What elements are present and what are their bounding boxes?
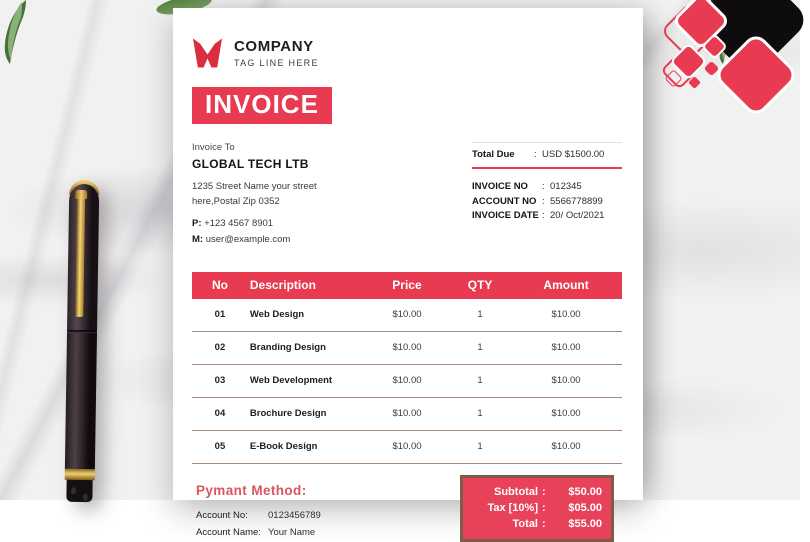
- invoice-summary-block: [472, 142, 622, 247]
- table-row: 05 E-Book Design $10.00 1 $10.00: [192, 431, 622, 464]
- payment-account-name: Account Name: Your Name: [196, 526, 316, 538]
- email-line: M: user@example.com: [192, 233, 291, 245]
- col-header-description: Description: [249, 278, 316, 293]
- table-header: [192, 272, 622, 299]
- total-row: Total : $55.00: [512, 517, 602, 530]
- invoice-title: INVOICE: [192, 87, 332, 124]
- pen-grip: [66, 480, 92, 502]
- col-header-no: No: [211, 278, 228, 293]
- invoice-page: [173, 8, 643, 538]
- table-row: 03 Web Development $10.00 1 $10.00: [192, 365, 622, 398]
- col-header-qty: QTY: [467, 278, 493, 293]
- col-header-amount: Amount: [543, 278, 589, 293]
- total-due-value: USD $1500.00: [542, 149, 605, 160]
- table-row: 01 Web Design $10.00 1 $10.00: [192, 299, 622, 332]
- payment-method-block: [192, 475, 321, 542]
- brand-header: [192, 8, 622, 74]
- subtotal-row: Subtotal : $50.00: [494, 485, 602, 498]
- table-row: 02 Branding Design $10.00 1 $10.00: [192, 332, 622, 365]
- fountain-pen: [57, 180, 106, 503]
- payment-account-no: Account No: 0123456789: [196, 509, 321, 521]
- payment-method-title: Pymant Method:: [196, 482, 307, 498]
- pen-body: [65, 333, 97, 469]
- invoice-number-row: INVOICE NO : 012345: [472, 181, 582, 192]
- company-logo-icon: [192, 32, 223, 74]
- total-due-label: Total Due: [472, 149, 515, 160]
- table-row: 04 Brochure Design $10.00 1 $10.00: [192, 398, 622, 431]
- company-tagline: TAG LINE HERE: [234, 58, 319, 68]
- company-name: COMPANY: [234, 38, 314, 55]
- col-header-price: Price: [392, 278, 422, 293]
- address-line: 1235 Street Name your street: [192, 181, 317, 192]
- totals-box: [460, 475, 614, 542]
- line-items-table: [192, 272, 622, 464]
- bill-to-block: [192, 142, 317, 247]
- tax-row: Tax [10%] : $05.00: [487, 501, 602, 514]
- account-number-row: ACCOUNT NO : 5566778899: [472, 195, 603, 207]
- leaf-icon: [0, 0, 36, 64]
- client-name: GLOBAL TECH LTB: [192, 157, 309, 171]
- bill-to-label: Invoice To: [192, 142, 235, 153]
- invoice-date-row: INVOICE DATE : 20/ Oct/2021: [472, 210, 605, 222]
- total-due: Total Due : USD $1500.00: [472, 142, 622, 169]
- pen-gold-ring: [65, 469, 95, 480]
- address-line: here,Postal Zip 0352: [192, 195, 280, 207]
- phone-line: P: +123 4567 8901: [192, 218, 274, 230]
